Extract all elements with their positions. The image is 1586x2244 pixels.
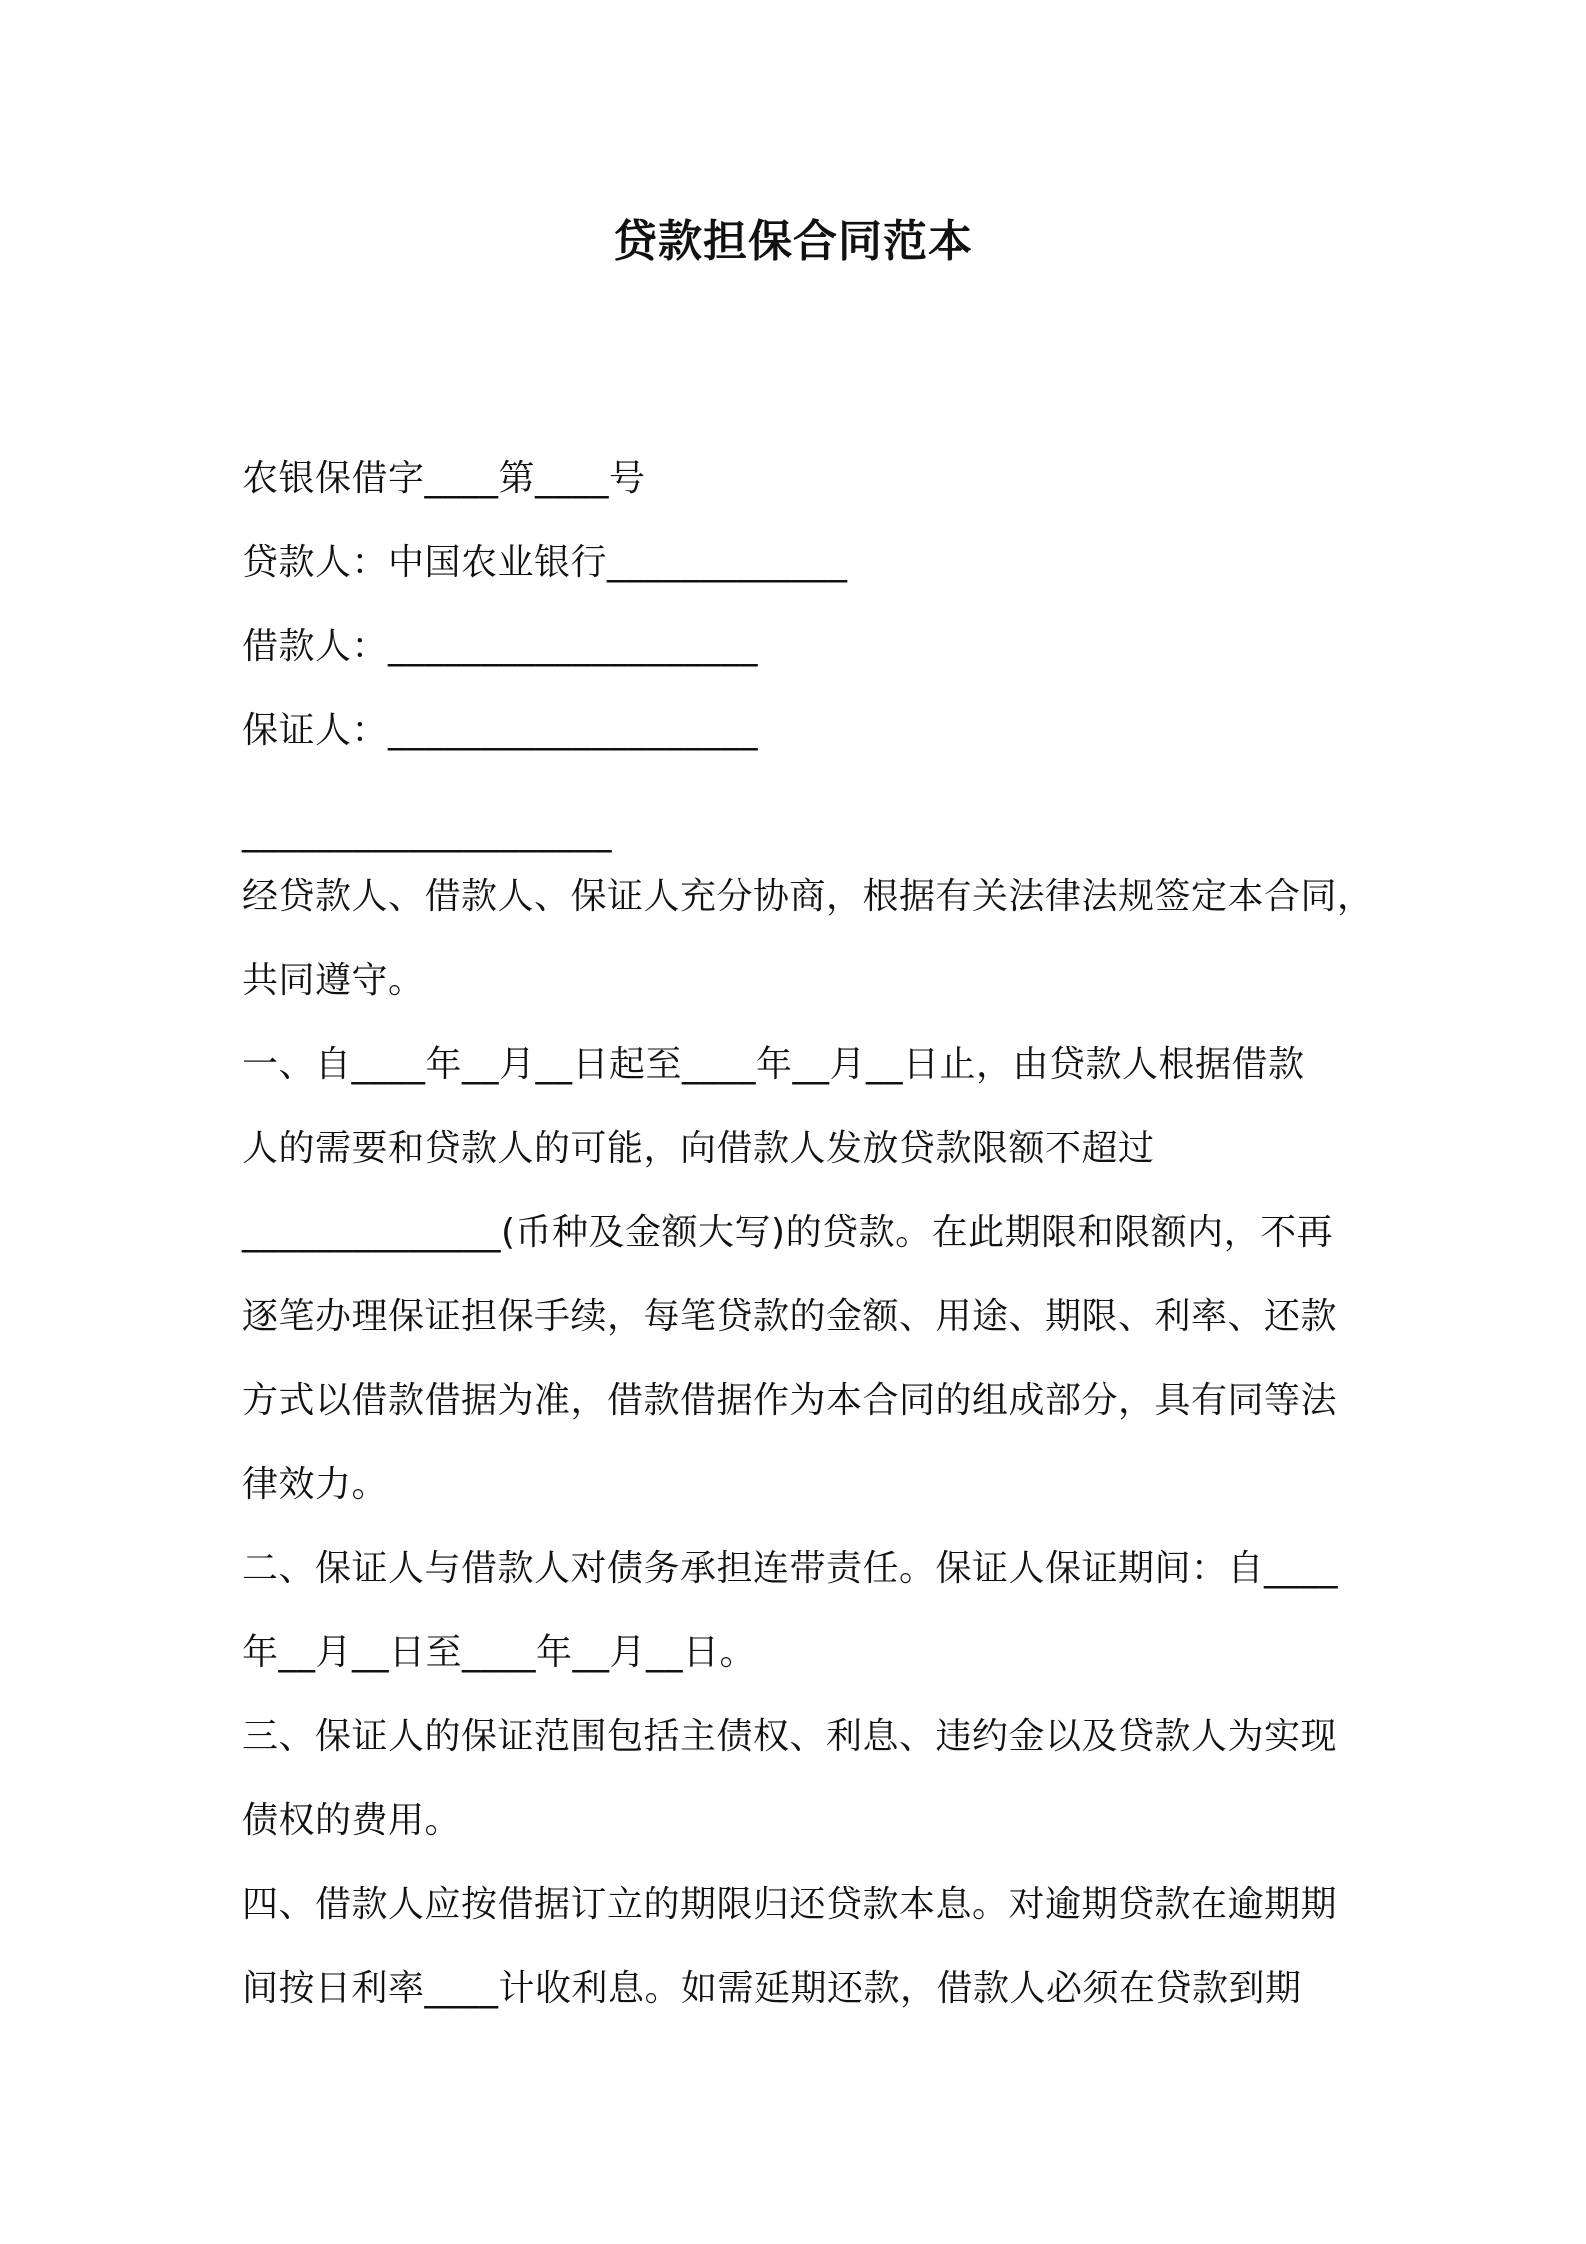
paragraph-line: 方式以借款借据为准，借款借据作为本合同的组成部分，具有同等法 — [242, 1380, 1338, 1421]
paragraph-line: 逐笔办理保证担保手续，每笔贷款的金额、用途、期限、利率、还款 — [242, 1296, 1338, 1337]
blank-signature-line: ____________________ — [242, 812, 612, 853]
paragraph-line: 律效力。 — [242, 1464, 389, 1505]
paragraph-line: 债权的费用。 — [242, 1800, 462, 1841]
contract-number-line: 农银保借字____第____号 — [242, 458, 646, 499]
paragraph-line: 年__月__日至____年__月__日。 — [242, 1632, 757, 1673]
paragraph-line: 三、保证人的保证范围包括主债权、利息、违约金以及贷款人为实现 — [242, 1716, 1338, 1757]
document-title: 贷款担保合同范本 — [613, 216, 973, 267]
paragraph-line: 人的需要和贷款人的可能，向借款人发放贷款限额不超过 — [242, 1128, 1155, 1169]
lender-line: 贷款人：中国农业银行_____________ — [242, 542, 848, 583]
paragraph-line: 一、自____年__月__日起至____年__月__日止，由贷款人根据借款 — [242, 1044, 1305, 1085]
paragraph-line: 经贷款人、借款人、保证人充分协商，根据有关法律法规签定本合同， — [242, 876, 1374, 917]
paragraph-line: 共同遵守。 — [242, 960, 425, 1001]
borrower-line: 借款人：____________________ — [242, 626, 759, 667]
guarantor-line: 保证人：____________________ — [242, 710, 759, 751]
paragraph-line: 间按日利率____计收利息。如需延期还款，借款人必须在贷款到期 — [242, 1968, 1302, 2009]
paragraph-line: 四、借款人应按借据订立的期限归还贷款本息。对逾期贷款在逾期期 — [242, 1884, 1338, 1925]
paragraph-line: ______________(币种及金额大写)的贷款。在此期限和限额内，不再 — [242, 1212, 1334, 1253]
paragraph-line: 二、保证人与借款人对债务承担连带责任。保证人保证期间：自____ — [242, 1548, 1339, 1589]
